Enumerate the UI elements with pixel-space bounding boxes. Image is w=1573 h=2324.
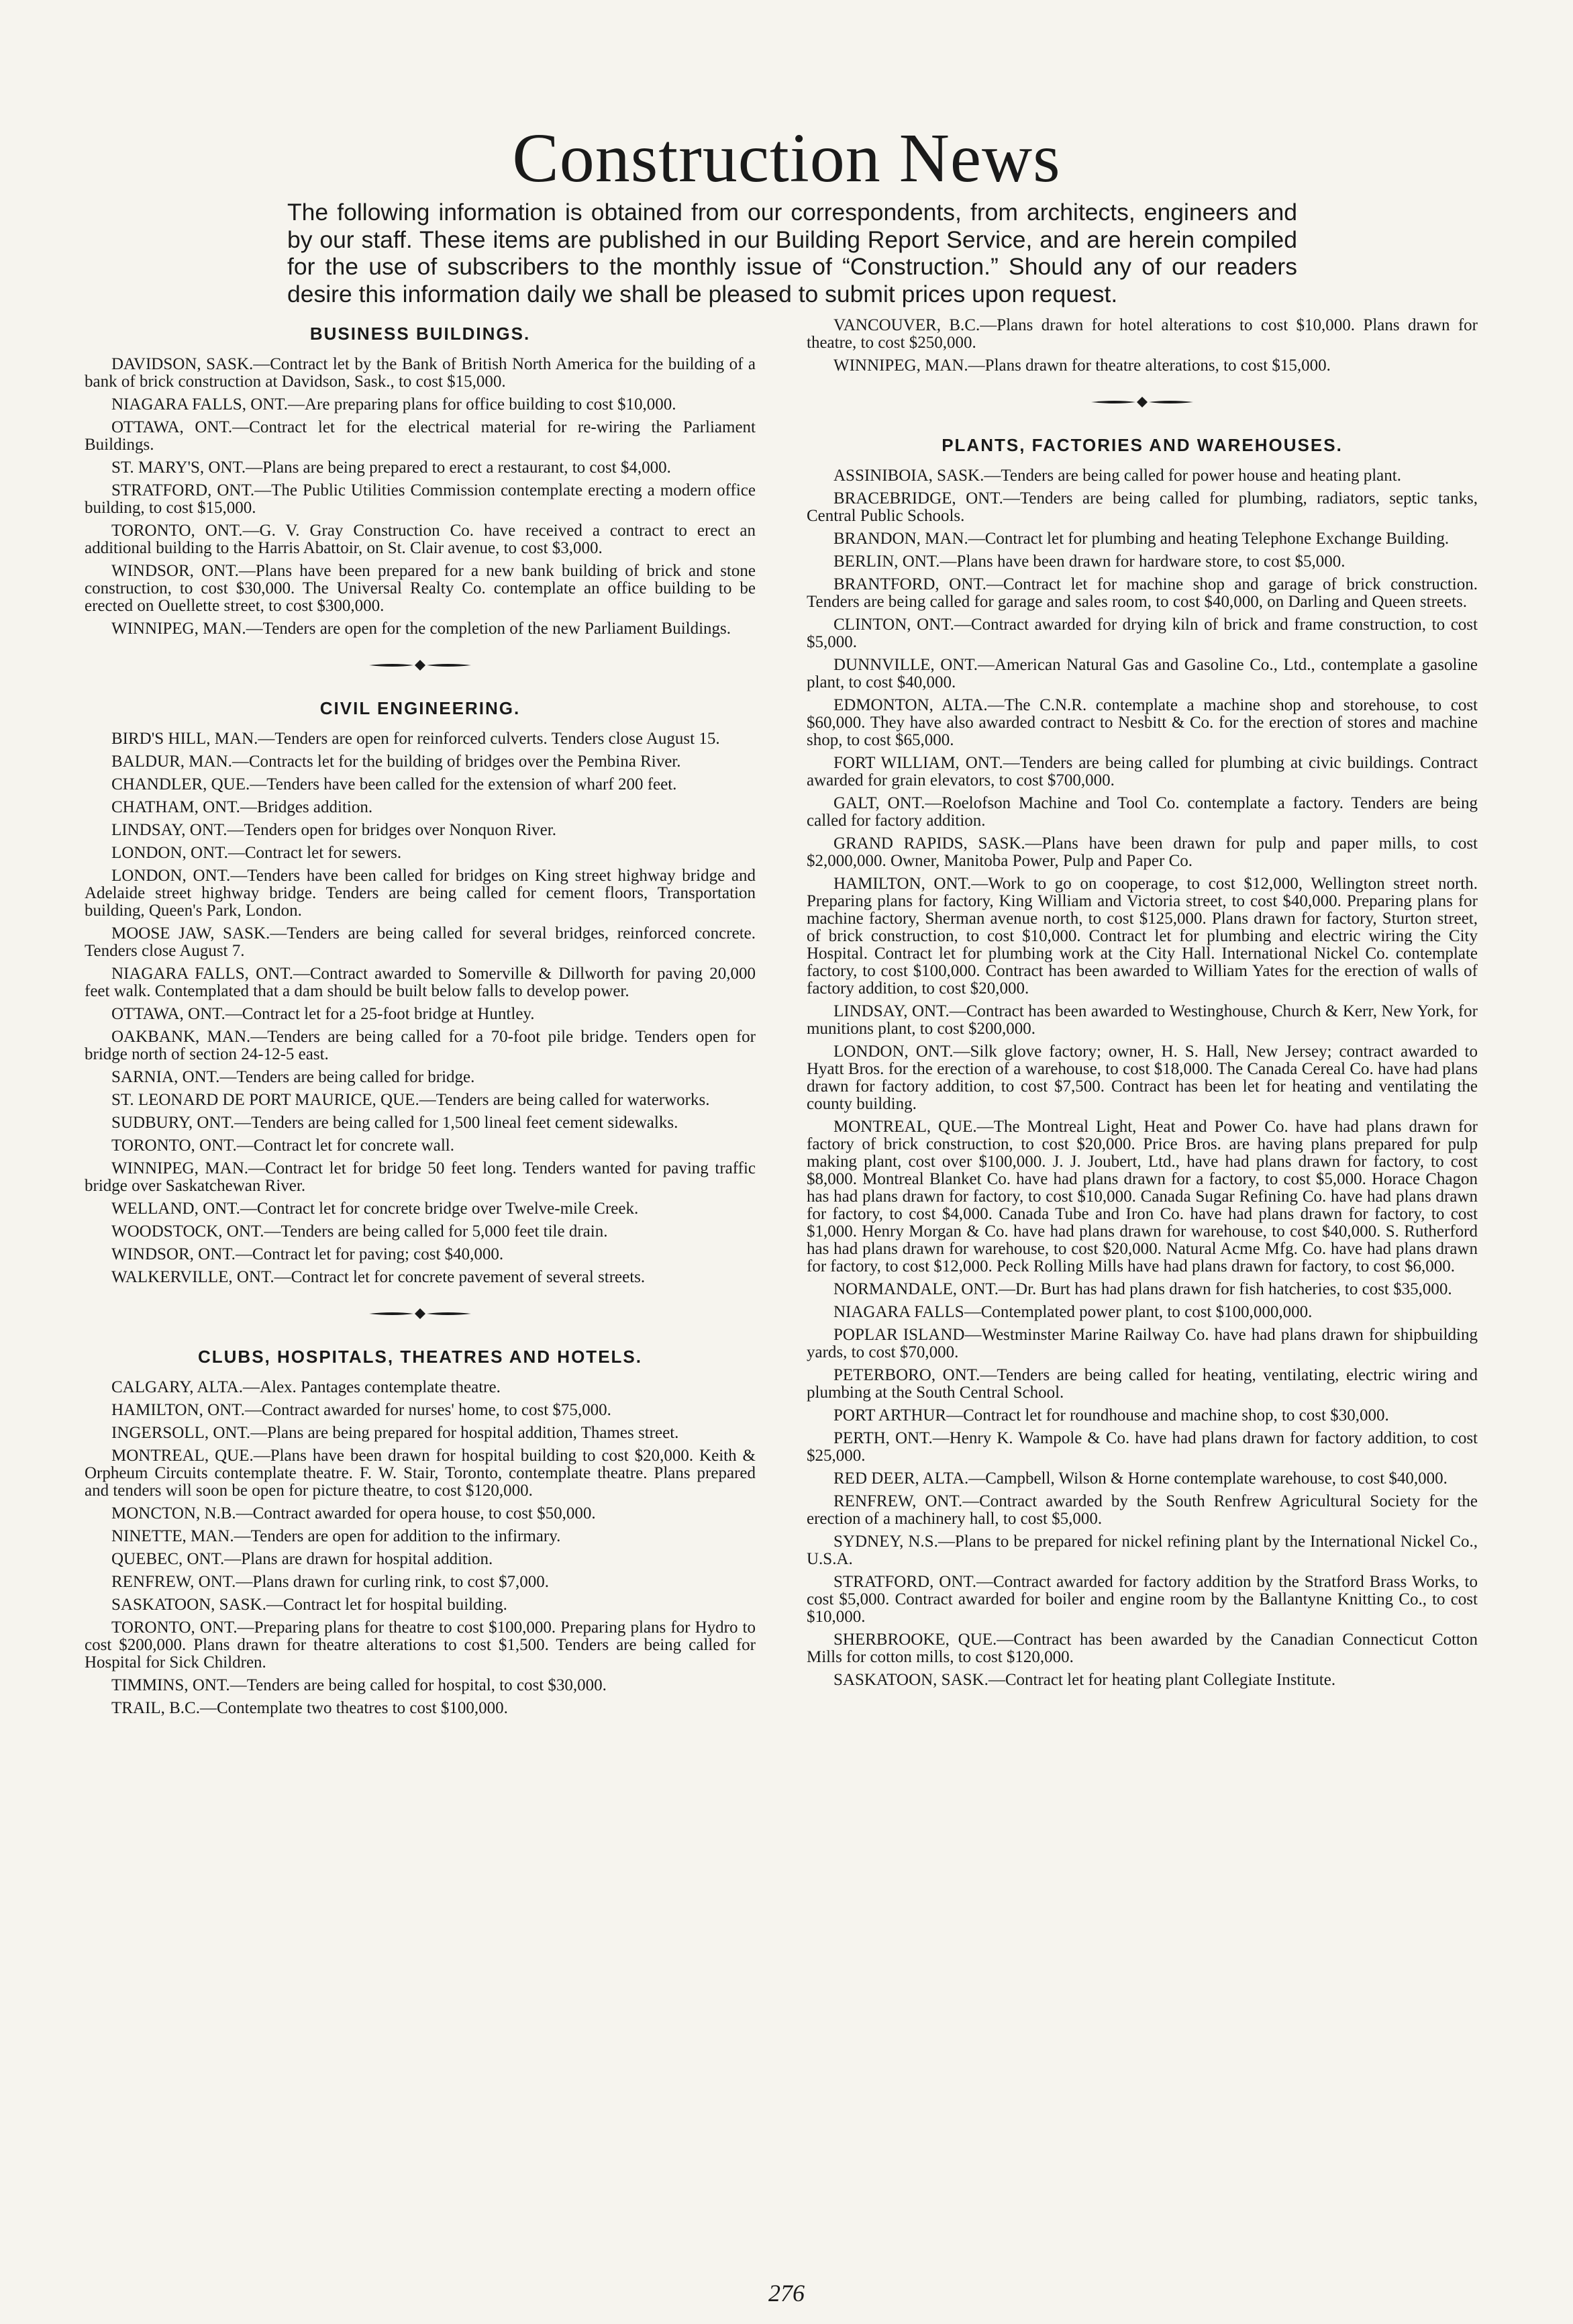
news-entry: OAKBANK, MAN.—Tenders are being called for a 70-foot pile bridge. Tenders open for bridge north of section 24-12-5 east.: [85, 1028, 756, 1063]
news-entry: EDMONTON, ALTA.—The C.N.R. contemplate a machine shop and storehouse, to cost $60,000. They have also awarded contract to Nesbitt & Co. for the erection of stores and machine shop, to cost $65,000.: [807, 696, 1478, 749]
news-entry: BRANDON, MAN.—Contract let for plumbing and heating Telephone Exchange Building.: [833, 530, 1450, 548]
news-entry: STRATFORD, ONT.—Contract awarded for factory addition by the Stratford Brass Works, to cost $5,000. Contract awarded for boiler and engine room by the Ballantyne Knitting Co., to cost $10,000.: [807, 1573, 1478, 1626]
news-entry: WINNIPEG, MAN.—Tenders are open for the completion of the new Parliament Buildings.: [111, 620, 731, 638]
news-entry: BALDUR, MAN.—Contracts let for the building of bridges over the Pembina River.: [111, 753, 681, 771]
news-entry: NIAGARA FALLS, ONT.—Are preparing plans for office building to cost $10,000.: [111, 395, 676, 414]
news-entry: VANCOUVER, B.C.—Plans drawn for hotel alterations to cost $10,000. Plans drawn for theatre, to cost $250,000.: [807, 316, 1478, 352]
news-entry: QUEBEC, ONT.—Plans are drawn for hospital addition.: [111, 1550, 493, 1568]
news-entry: MONCTON, N.B.—Contract awarded for opera house, to cost $50,000.: [111, 1504, 596, 1522]
news-entry: HAMILTON, ONT.—Work to go on cooperage, to cost $12,000, Wellington street north. Preparing plans for factory, King William and Victoria street, to cost $40,000. Preparing plans for machine factory, Sherman avenue north, to cost $125,000. Plans drawn for factory, Sturton street, of brick construction, to cost $10,000. Contract let for plumbing and electric wiring the City Hospital. Contract let for plumbing work at the City Hall. International Nickel Co. contemplate factory, to cost $100,000. Contract has been awarded to William Yates for the erection of walls of factory addition, to cost $20,000.: [807, 875, 1478, 998]
news-entry: BERLIN, ONT.—Plans have been drawn for hardware store, to cost $5,000.: [833, 552, 1346, 571]
news-entry: RENFREW, ONT.—Contract awarded by the South Renfrew Agricultural Society for the erection of a machinery hall, to cost $5,000.: [807, 1492, 1478, 1528]
news-entry: SASKATOON, SASK.—Contract let for heating plant Collegiate Institute.: [833, 1671, 1336, 1689]
news-entry: WOODSTOCK, ONT.—Tenders are being called for 5,000 feet tile drain.: [111, 1222, 608, 1241]
section-heading: CIVIL ENGINEERING.: [319, 698, 521, 718]
news-entry: SHERBROOKE, QUE.—Contract has been awarded by the Canadian Connecticut Cotton Mills for cotton mills, to cost $120,000.: [807, 1631, 1478, 1666]
section-business-buildings: [85, 322, 756, 638]
news-entry: FORT WILLIAM, ONT.—Tenders are being called for plumbing at civic buildings. Contract awarded for grain elevators, to cost $700,000.: [807, 754, 1478, 789]
news-entry: GRAND RAPIDS, SASK.—Plans have been drawn for pulp and paper mills, to cost $2,000,000. Owner, Manitoba Power, Pulp and Paper Co.: [807, 834, 1478, 870]
news-entry: BRACEBRIDGE, ONT.—Tenders are being called for plumbing, radiators, septic tanks, Central Public Schools.: [807, 489, 1478, 525]
intro-paragraph: The following information is obtained from our correspondents, from architects, engineers and by our staff. These items are published in our Building Report Service, and are herein compiled for the use of subscribers to the monthly issue of “Construction.” Should any of our readers desire this information daily we shall be pleased to submit prices upon request.: [287, 199, 1297, 307]
news-entry: TRAIL, B.C.—Contemplate two theatres to cost $100,000.: [111, 1699, 508, 1717]
section-continued: [807, 317, 1478, 375]
news-entry: DAVIDSON, SASK.—Contract let by the Bank of British North America for the building of a bank of brick construction at Davidson, Sask., to cost $15,000.: [85, 355, 756, 391]
section-heading: CLUBS, HOSPITALS, THEATRES AND HOTELS.: [198, 1347, 642, 1367]
news-entry: WINDSOR, ONT.—Contract let for paving; cost $40,000.: [111, 1245, 504, 1263]
news-entry: OTTAWA, ONT.—Contract let for the electrical material for re-wiring the Parliament Buildings.: [85, 418, 756, 454]
news-entry: TORONTO, ONT.—Preparing plans for theatre to cost $100,000. Preparing plans for Hydro to cost $200,000. Plans drawn for theatre alterations to cost $1,500. Tenders are being called for Hospital for Sick Children.: [85, 1618, 756, 1672]
news-entry: MONTREAL, QUE.—Plans have been drawn for hospital building to cost $20,000. Keith & Orpheum Circuits contemplate theatre. F. W. Stair, Toronto, contemplate theatre. Plans prepared and tenders will soon be open for picture theatre, to cost $120,000.: [85, 1447, 756, 1500]
section-divider-ornament: [1088, 395, 1196, 409]
news-entry: TIMMINS, ONT.—Tenders are being called for hospital, to cost $30,000.: [111, 1676, 607, 1694]
news-entry: MONTREAL, QUE.—The Montreal Light, Heat and Power Co. have had plans drawn for factory of brick construction, to cost $20,000. Price Bros. are having plans prepared for pulp making plant, cost over $100,000. J. J. Joubert, Ltd., have had plans drawn for factory, to cost $8,000. Montreal Blanket Co. have had plans drawn for a factory, to cost $5,000. Horace Chagon has had plans drawn for factory, to cost $10,000. Canada Sugar Refining Co. have had plans drawn for factory, to cost $4,000. Canada Tube and Iron Co. have had plans drawn for factory, to cost $1,000. Henry Morgan & Co. have had plans drawn for warehouse, to cost $40,000. S. Rutherford has had plans drawn for warehouse, to cost $20,000. Natural Acme Mfg. Co. have had plans drawn for factory, to cost $12,000. Peck Rolling Mills have had plans drawn for factory, to cost $6,000.: [807, 1118, 1478, 1275]
news-entry: NIAGARA FALLS—Contemplated power plant, to cost $100,000,000.: [833, 1303, 1313, 1321]
section-civil-engineering: [85, 697, 756, 1286]
news-entry: LONDON, ONT.—Tenders have been called for bridges on King street highway bridge and Adelaide street highway bridge. Tenders are being called for cement floors, Transportation building, Queen's Park, London.: [85, 867, 756, 920]
news-entry: ST. LEONARD DE PORT MAURICE, QUE.—Tenders are being called for waterworks.: [111, 1091, 710, 1109]
section-clubs-hospitals-theatres-and-hotels: [85, 1345, 756, 1717]
news-entry: CHATHAM, ONT.—Bridges addition.: [111, 798, 373, 816]
news-entry: SYDNEY, N.S.—Plans to be prepared for nickel refining plant by the International Nickel Co., U.S.A.: [807, 1533, 1478, 1568]
news-entry: NORMANDALE, ONT.—Dr. Burt has had plans drawn for fish hatcheries, to cost $35,000.: [833, 1280, 1452, 1298]
right-column: [807, 317, 1478, 1701]
news-entry: NIAGARA FALLS, ONT.—Contract awarded to Somerville & Dillworth for paving 20,000 feet walk. Contemplated that a dam should be built below falls to develop power.: [85, 965, 756, 1000]
page-title: Construction News: [512, 119, 1061, 197]
news-entry: CHANDLER, QUE.—Tenders have been called for the extension of wharf 200 feet.: [111, 775, 677, 793]
news-entry: CLINTON, ONT.—Contract awarded for drying kiln of brick and frame construction, to cost $5,000.: [807, 616, 1478, 651]
news-entry: PORT ARTHUR—Contract let for roundhouse and machine shop, to cost $30,000.: [833, 1406, 1389, 1424]
section-heading: PLANTS, FACTORIES AND WAREHOUSES.: [942, 435, 1343, 455]
news-entry: HAMILTON, ONT.—Contract awarded for nurses' home, to cost $75,000.: [111, 1401, 611, 1419]
news-entry: INGERSOLL, ONT.—Plans are being prepared for hospital addition, Thames street.: [111, 1424, 679, 1442]
news-entry: WINDSOR, ONT.—Plans have been prepared for a new bank building of brick and stone construction, to cost $30,000. The Universal Realty Co. contemplate an office building to be erected on Ouellette street, to cost $300,000.: [85, 562, 756, 615]
news-entry: LINDSAY, ONT.—Tenders open for bridges over Nonquon River.: [111, 821, 556, 839]
news-entry: RENFREW, ONT.—Plans drawn for curling rink, to cost $7,000.: [111, 1573, 550, 1591]
section-divider-ornament: [366, 1306, 474, 1321]
news-entry: LINDSAY, ONT.—Contract has been awarded to Westinghouse, Church & Kerr, New York, for munitions plant, to cost $200,000.: [807, 1002, 1478, 1038]
news-entry: CALGARY, ALTA.—Alex. Pantages contemplate theatre.: [111, 1378, 501, 1396]
news-entry: GALT, ONT.—Roelofson Machine and Tool Co. contemplate a factory. Tenders are being called for factory addition.: [807, 794, 1478, 830]
news-entry: STRATFORD, ONT.—The Public Utilities Commission contemplate erecting a modern office building, to cost $15,000.: [85, 481, 756, 517]
news-entry: SASKATOON, SASK.—Contract let for hospital building.: [111, 1596, 507, 1614]
news-entry: TORONTO, ONT.—Contract let for concrete wall.: [111, 1136, 454, 1155]
news-entry: ASSINIBOIA, SASK.—Tenders are being called for power house and heating plant.: [833, 467, 1401, 485]
news-entry: WALKERVILLE, ONT.—Contract let for concrete pavement of several streets.: [111, 1268, 646, 1286]
left-column: [85, 316, 756, 1729]
news-entry: DUNNVILLE, ONT.—American Natural Gas and Gasoline Co., Ltd., contemplate a gasoline plant, to cost $40,000.: [807, 656, 1478, 691]
section-divider-ornament: [366, 658, 474, 673]
page-number: 276: [768, 2280, 805, 2307]
news-entry: WINNIPEG, MAN.—Plans drawn for theatre alterations, to cost $15,000.: [833, 356, 1331, 375]
news-entry: ST. MARY'S, ONT.—Plans are being prepared to erect a restaurant, to cost $4,000.: [111, 458, 671, 477]
news-entry: WELLAND, ONT.—Contract let for concrete bridge over Twelve-mile Creek.: [111, 1200, 639, 1218]
news-entry: NINETTE, MAN.—Tenders are open for addition to the infirmary.: [111, 1527, 561, 1545]
news-entry: OTTAWA, ONT.—Contract let for a 25-foot bridge at Huntley.: [111, 1005, 535, 1023]
news-entry: RED DEER, ALTA.—Campbell, Wilson & Horne contemplate warehouse, to cost $40,000.: [833, 1469, 1448, 1488]
news-entry: MOOSE JAW, SASK.—Tenders are being called for several bridges, reinforced concrete. Tenders close August 7.: [85, 924, 756, 960]
news-entry: TORONTO, ONT.—G. V. Gray Construction Co. have received a contract to erect an additional building to the Harris Abattoir, on St. Clair avenue, to cost $3,000.: [85, 522, 756, 557]
news-entry: LONDON, ONT.—Contract let for sewers.: [111, 844, 402, 862]
news-entry: WINNIPEG, MAN.—Contract let for bridge 50 feet long. Tenders wanted for paving traffic bridge over Saskatchewan River.: [85, 1159, 756, 1195]
news-entry: POPLAR ISLAND—Westminster Marine Railway Co. have had plans drawn for shipbuilding yards, to cost $70,000.: [807, 1326, 1478, 1361]
news-entry: SARNIA, ONT.—Tenders are being called for bridge.: [111, 1068, 475, 1086]
section-plants-factories-and-warehouses: [807, 434, 1478, 1689]
news-entry: BRANTFORD, ONT.—Contract let for machine shop and garage of brick construction. Tenders are being called for garage and sales room, to cost $40,000, on Darling and Queen streets.: [807, 575, 1478, 611]
news-entry: SUDBURY, ONT.—Tenders are being called for 1,500 lineal feet cement sidewalks.: [111, 1114, 678, 1132]
news-entry: PERTH, ONT.—Henry K. Wampole & Co. have had plans drawn for factory addition, to cost $25,000.: [807, 1429, 1478, 1465]
news-entry: BIRD'S HILL, MAN.—Tenders are open for reinforced culverts. Tenders close August 15.: [111, 730, 720, 748]
section-heading: BUSINESS BUILDINGS.: [309, 324, 531, 344]
news-entry: PETERBORO, ONT.—Tenders are being called for heating, ventilating, electric wiring and plumbing at the South Central School.: [807, 1366, 1478, 1402]
news-entry: LONDON, ONT.—Silk glove factory; owner, H. S. Hall, New Jersey; contract awarded to Hyatt Bros. for the erection of a warehouse, to cost $18,000. The Canada Cereal Co. have had plans drawn for factory addition, to cost $7,500. Contract has been let for heating and ventilating the county building.: [807, 1043, 1478, 1113]
